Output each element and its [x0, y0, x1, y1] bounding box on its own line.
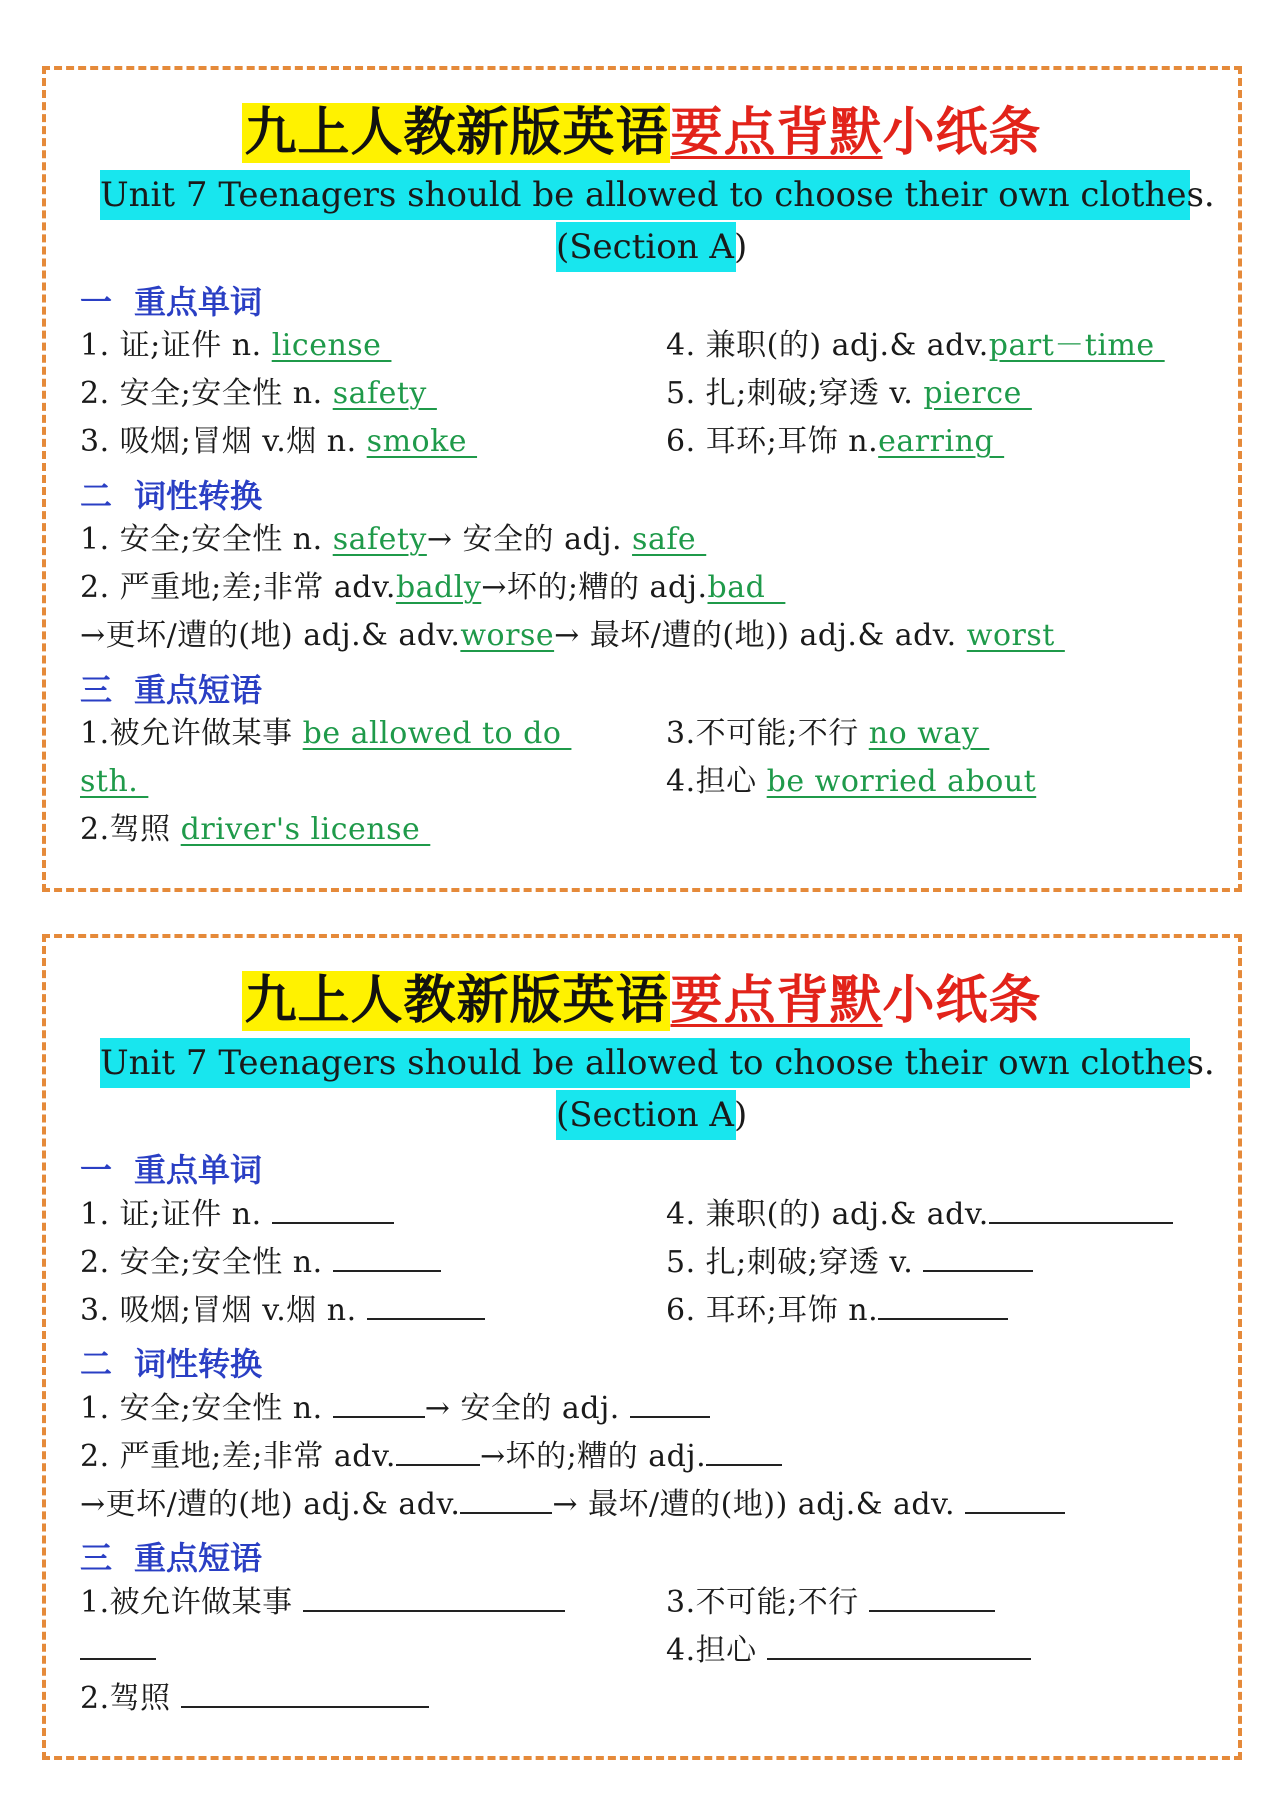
word-answer: smoke	[366, 424, 478, 459]
phrase-continuation	[80, 1628, 156, 1673]
title-part1: 九上人教新版英语	[244, 971, 669, 1031]
heading-text: 词性转换	[134, 477, 263, 515]
heading-key-words	[80, 280, 262, 324]
answer-blank	[333, 1386, 425, 1418]
heading-text: 词性转换	[134, 1345, 263, 1383]
word-prompt: 1. 证;证件 n.	[80, 328, 272, 363]
answer-blank	[303, 1580, 565, 1612]
title-part3: 小纸条	[882, 971, 1042, 1031]
answer-blank	[181, 1676, 429, 1708]
conversion-answer: safe	[632, 522, 707, 557]
phrase-prompt: 2.驾照	[80, 1681, 181, 1716]
title-part2: 要点背默	[670, 103, 883, 163]
phrase-answer: be worried about	[766, 764, 1037, 799]
word-item	[80, 324, 391, 368]
phrase-item	[80, 808, 430, 852]
conversion-prompt: →更坏/遭的(地) adj.& adv.	[80, 618, 461, 653]
phrase-answer: be allowed to do	[302, 716, 572, 751]
conversion-item	[80, 566, 785, 610]
conversion-prompt: 2. 严重地;差;非常 adv.	[80, 570, 396, 605]
heading-number: 一	[80, 1151, 113, 1189]
title-part2: 要点背默	[670, 971, 883, 1031]
word-item	[666, 324, 1165, 368]
answer-blank	[333, 1240, 441, 1272]
conversion-item	[80, 1434, 782, 1479]
word-answer: license	[271, 328, 392, 363]
unit-title: Unit 7 Teenagers should be allowed to choose their own clothes.	[100, 1038, 1190, 1088]
word-prompt: 3. 吸烟;冒烟 v.烟 n.	[80, 424, 367, 459]
conversion-prompt: →坏的;糟的 adj.	[479, 1439, 707, 1474]
conversion-prompt: → 安全的 adj.	[424, 1391, 630, 1426]
answer-blank	[869, 1580, 995, 1612]
word-item	[80, 1240, 441, 1285]
word-prompt: 2. 安全;安全性 n.	[80, 376, 333, 411]
word-item	[666, 372, 1032, 416]
phrase-answer: no way	[868, 716, 990, 751]
phrase-item	[666, 760, 1036, 804]
word-prompt: 6. 耳环;耳饰 n.	[666, 1293, 879, 1328]
heading-key-words	[80, 1148, 262, 1192]
conversion-prompt: → 最坏/遭的(地)) adj.& adv.	[552, 1487, 966, 1522]
word-prompt: 1. 证;证件 n.	[80, 1197, 272, 1232]
heading-word-forms	[80, 1342, 262, 1386]
card-title	[46, 966, 1238, 1036]
word-answer: pierce	[923, 376, 1032, 411]
answer-blank	[460, 1482, 552, 1514]
phrase-prompt: 4.担心	[666, 1633, 767, 1668]
conversion-prompt: 1. 安全;安全性 n.	[80, 1391, 333, 1426]
conversion-answer: worst	[966, 618, 1065, 653]
conversion-item	[80, 518, 706, 562]
phrase-answer: driver's license	[180, 812, 431, 847]
word-prompt: 4. 兼职(的) adj.& adv.	[666, 328, 989, 363]
answer-blank	[923, 1240, 1033, 1272]
word-item	[666, 1288, 1008, 1333]
phrase-prompt: 3.不可能;不行	[666, 716, 869, 751]
answer-blank	[989, 1192, 1173, 1224]
conversion-answer: safety	[332, 522, 427, 557]
word-prompt: 4. 兼职(的) adj.& adv.	[666, 1197, 989, 1232]
answer-blank	[630, 1386, 710, 1418]
word-answer: safety	[332, 376, 437, 411]
answer-blank	[767, 1628, 1031, 1660]
conversion-item	[80, 1482, 1065, 1527]
heading-number: 二	[80, 1345, 113, 1383]
blank-card	[42, 934, 1242, 1760]
phrase-item	[666, 712, 989, 756]
conversion-answer: worse	[460, 618, 555, 653]
word-item	[666, 1192, 1173, 1237]
conversion-prompt: 1. 安全;安全性 n.	[80, 522, 333, 557]
title-part1: 九上人教新版英语	[244, 103, 669, 163]
word-prompt: 5. 扎;刺破;穿透 v.	[666, 1245, 924, 1280]
phrase-prompt: 1.被允许做某事	[80, 1585, 303, 1620]
phrase-item	[80, 1580, 565, 1625]
word-item	[80, 372, 437, 416]
conversion-prompt: → 安全的 adj.	[426, 522, 633, 557]
section-label: (Section A)	[556, 1090, 736, 1140]
answer-blank	[965, 1482, 1065, 1514]
conversion-item	[80, 614, 1065, 658]
answer-blank	[272, 1192, 394, 1224]
section-label: (Section A)	[556, 222, 736, 272]
title-part3: 小纸条	[882, 103, 1042, 163]
word-item	[666, 420, 1004, 464]
heading-number: 三	[80, 671, 113, 709]
answer-blank	[878, 1288, 1008, 1320]
phrase-answer: sth.	[80, 764, 149, 799]
phrase-prompt: 4.担心	[666, 764, 767, 799]
word-prompt: 3. 吸烟;冒烟 v.烟 n.	[80, 1293, 367, 1328]
word-item	[80, 420, 477, 464]
phrase-prompt: 1.被允许做某事	[80, 716, 303, 751]
phrase-item	[80, 1676, 429, 1721]
word-prompt: 2. 安全;安全性 n.	[80, 1245, 333, 1280]
card-title	[46, 98, 1238, 168]
conversion-prompt: → 最坏/遭的(地)) adj.& adv.	[554, 618, 967, 653]
answer-blank	[80, 1628, 156, 1660]
phrase-item	[80, 712, 571, 756]
answer-blank	[396, 1434, 480, 1466]
phrase-prompt: 2.驾照	[80, 812, 181, 847]
word-prompt: 5. 扎;刺破;穿透 v.	[666, 376, 924, 411]
word-answer: earring	[878, 424, 1005, 459]
word-item	[666, 1240, 1033, 1285]
heading-text: 重点单词	[134, 283, 263, 321]
heading-text: 重点单词	[134, 1151, 263, 1189]
heading-number: 三	[80, 1539, 113, 1577]
heading-word-forms	[80, 474, 262, 518]
phrase-item	[666, 1628, 1031, 1673]
heading-text: 重点短语	[134, 671, 263, 709]
conversion-answer: badly	[395, 570, 482, 605]
phrase-continuation	[80, 760, 148, 804]
word-answer: part－time	[988, 328, 1165, 363]
word-item	[80, 1288, 485, 1333]
conversion-answer: bad	[707, 570, 786, 605]
heading-number: 二	[80, 477, 113, 515]
word-prompt: 6. 耳环;耳饰 n.	[666, 424, 879, 459]
word-item	[80, 1192, 394, 1237]
conversion-item	[80, 1386, 710, 1431]
answer-card	[42, 66, 1242, 892]
heading-key-phrases	[80, 1536, 262, 1580]
phrase-item	[666, 1580, 995, 1625]
heading-key-phrases	[80, 668, 262, 712]
phrase-prompt: 3.不可能;不行	[666, 1585, 869, 1620]
answer-blank	[367, 1288, 485, 1320]
unit-title: Unit 7 Teenagers should be allowed to choose their own clothes.	[100, 170, 1190, 220]
heading-number: 一	[80, 283, 113, 321]
conversion-prompt: →坏的;糟的 adj.	[481, 570, 708, 605]
answer-blank	[706, 1434, 782, 1466]
heading-text: 重点短语	[134, 1539, 263, 1577]
conversion-prompt: 2. 严重地;差;非常 adv.	[80, 1439, 396, 1474]
conversion-prompt: →更坏/遭的(地) adj.& adv.	[80, 1487, 461, 1522]
